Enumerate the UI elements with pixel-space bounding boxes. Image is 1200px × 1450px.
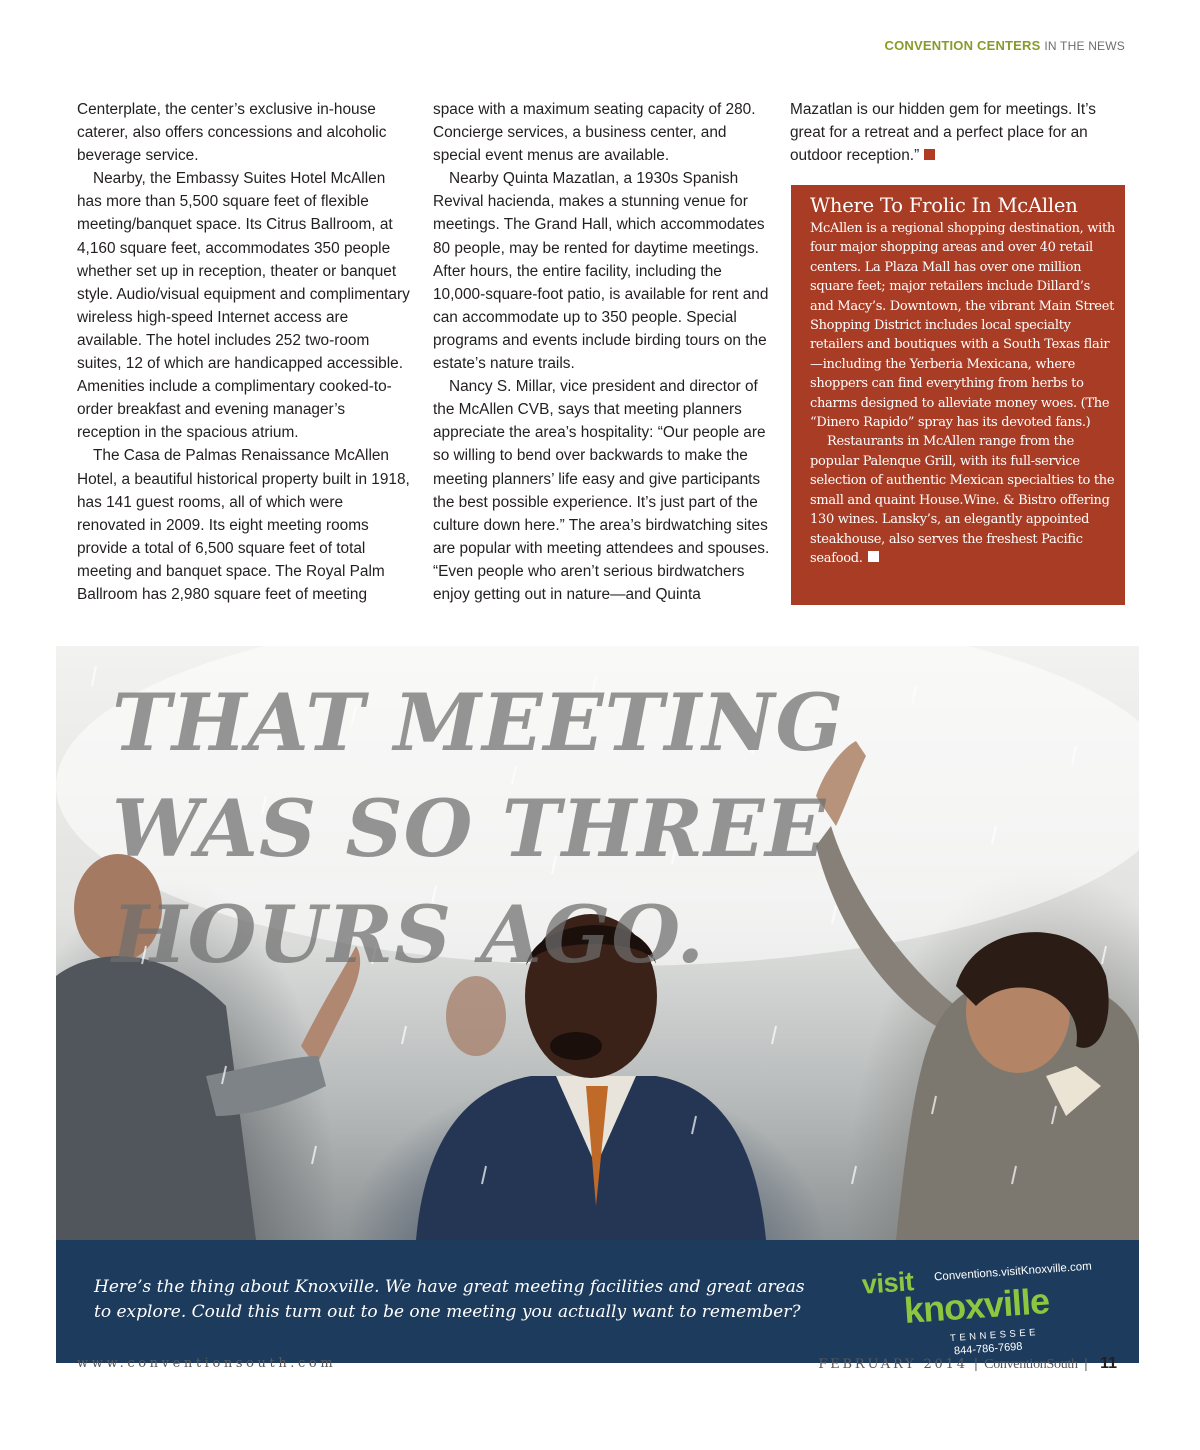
visit-knoxville-logo: [860, 1260, 1132, 1358]
issue-date: FEBRUARY 2014: [818, 1357, 968, 1372]
section-suffix: IN THE NEWS: [1044, 39, 1125, 53]
ad-url: Conventions.visitKnoxville.com: [933, 1260, 1093, 1284]
article-column-3: [790, 98, 1120, 167]
footer-url: www.conventionsouth.com: [77, 1356, 337, 1371]
ad-phone: 844-786-7698: [953, 1340, 1023, 1358]
end-of-article-mark: [924, 149, 935, 160]
article-paragraph: Nearby, the Embassy Suites Hotel McAllen has more than 5,500 square feet of flexible meeting/banquet space. Its Citrus Ballroom, at 4,160 square feet, accommodates 350 people whether set up in reception, theater or banquet style. Audio/visual equipment and complimentary wireless high-speed Internet access are available. The hotel includes 252 two-room suites, 12 of which are handicapped accessible. Amenities include a complimentary cooked-to-order breakfast and evening manager’s reception in the spacious atrium.: [77, 170, 410, 442]
ad-headline-line: HOURS AGO.: [112, 888, 706, 981]
page-number: 11: [1100, 1355, 1117, 1372]
sidebar-title: Where To Frolic In McAllen: [810, 194, 1078, 217]
ad-headline-line: WAS SO THREE: [112, 782, 827, 875]
end-of-sidebar-mark: [868, 551, 879, 562]
ad-copy-line: to explore. Could this turn out to be one meeting you actually want to remember?: [94, 1302, 801, 1322]
article-paragraph-text: Mazatlan is our hidden gem for meetings. It’s great for a retreat and a perfect place for an outdoor reception.”: [790, 101, 1096, 165]
running-head: [885, 38, 1125, 53]
article-paragraph: Nearby Quinta Mazatlan, a 1930s Spanish Revival hacienda, makes a stunning venue for meetings. The Grand Hall, which accommodates 80 people, may be rented for daytime meetings. After hours, the entire facility, including the 10,000-square-foot patio, is available for rent and can accommodate up to 350 people. Special programs and events include birding tours on the estate’s nature trails.: [433, 170, 769, 373]
sidebar-paragraph: McAllen is a regional shopping destination, with four major shopping areas and over 40 retail centers. La Plaza Mall has over one million square feet; major retailers include Dillard’s and Macy’s. Downtown, the vibrant Main Street Shopping District includes local specialty retailers and boutiques with a South Texas flair—including the Yerberia Mexicana, where shoppers can find everything from herbs to charms designed to alleviate money woes. (The “Dinero Rapido” spray has its devoted fans.): [810, 221, 1115, 431]
logo-visit-word: visit: [860, 1266, 915, 1300]
ad-copy-line: Here’s the thing about Knoxville. We have great meeting facilities and great areas: [94, 1277, 805, 1297]
sidebar-paragraph-text: Restaurants in McAllen range from the popular Palenque Grill, with its full-service selection of authentic Mexican specialties to the small and quaint House.Wine. & Bistro offering 130 wines. Lansky’s, an elegantly appointed steakhouse, also serves the freshest Pacific seafood.: [810, 434, 1115, 566]
ad-headline-line: THAT MEETING: [112, 676, 844, 769]
page-footer: [77, 1356, 1117, 1376]
sidebar-paragraph: [810, 432, 1115, 568]
sidebar-box: [791, 185, 1125, 605]
magazine-name: ConventionSouth: [984, 1357, 1078, 1372]
section-name: CONVENTION CENTERS: [884, 38, 1041, 53]
ad-footer-band: [56, 1240, 1139, 1363]
article-paragraph: Nancy S. Millar, vice president and director of the McAllen CVB, says that meeting planners appreciate the area’s hospitality: “Our people are so willing to bend over backwards to make the meeting planners’ life easy and give participants the best possible experience. It’s just part of the culture down here.” The area’s birdwatching sites are popular with meeting attendees and spouses. “Even people who aren’t serious birdwatchers enjoy getting out in nature—and Quinta: [433, 378, 770, 603]
ad-copy: [94, 1275, 814, 1325]
article-column-2: [433, 98, 773, 606]
ad-headline: [112, 670, 844, 988]
logo-knoxville-word: knoxville: [902, 1279, 1051, 1332]
footer-separator: |: [973, 1357, 979, 1372]
ad-photo: [56, 646, 1139, 1240]
footer-right: [818, 1355, 1117, 1373]
knoxville-advertisement: [56, 646, 1139, 1363]
article-paragraph: The Casa de Palmas Renaissance McAllen Hotel, a beautiful historical property built in 1918, has 141 guest rooms, all of which were renovated in 2009. Its eight meeting rooms provide a total of 6,500 square feet of total meeting and banquet space. The Royal Palm Ballroom has 2,980 square feet of meeting: [77, 447, 410, 603]
article-column-1: [77, 98, 412, 606]
footer-separator: |: [1083, 1357, 1089, 1372]
article-paragraph: [790, 98, 1120, 167]
article-paragraph: space with a maximum seating capacity of 280. Concierge services, a business center, and special event menus are available.: [433, 101, 756, 165]
article-paragraph: Centerplate, the center’s exclusive in-house caterer, also offers concessions and alcoholic beverage service.: [77, 101, 387, 165]
logo-state: TENNESSEE: [949, 1326, 1040, 1345]
